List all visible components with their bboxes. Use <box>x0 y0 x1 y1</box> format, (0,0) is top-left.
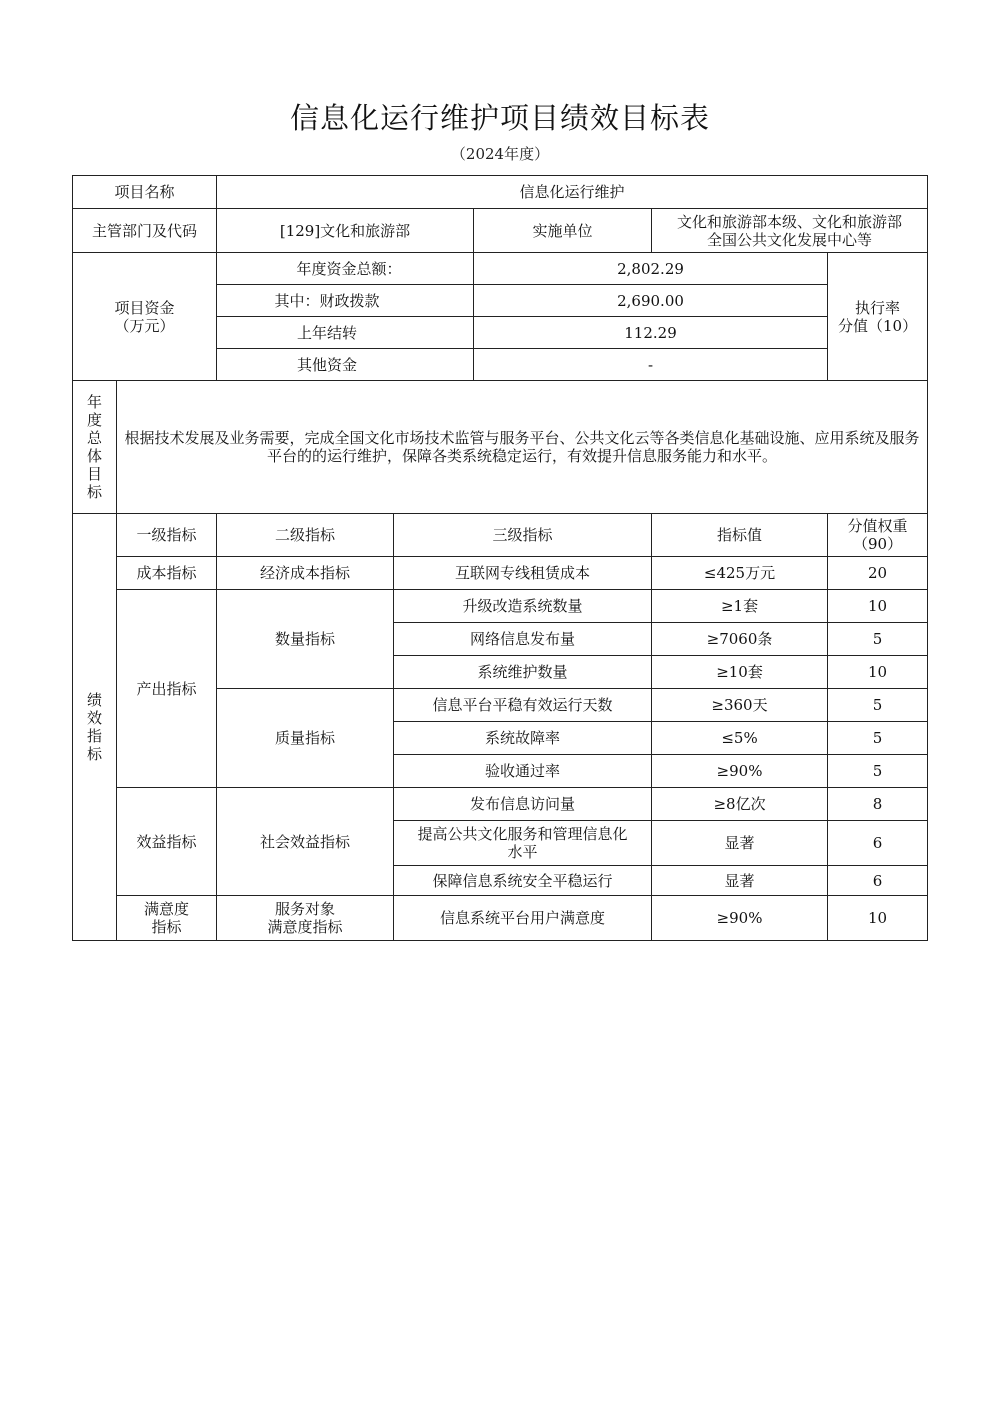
funds-carryover-value: 112.29 <box>474 317 828 349</box>
row-annual-goal <box>73 381 928 514</box>
header-weight-line1: 分值权重 <box>847 517 908 535</box>
indicator-weight: 10 <box>828 896 928 941</box>
benefit-level2: 社会效益指标 <box>217 788 394 896</box>
funds-fiscal-value: 2,690.00 <box>474 285 828 317</box>
indicator-name: 网络信息发布量 <box>394 623 652 656</box>
funds-total-label: 年度资金总额： <box>217 253 474 285</box>
performance-target-table <box>72 175 928 941</box>
indicator-value: ≥10套 <box>652 656 828 689</box>
satisfaction-level2 <box>217 896 394 941</box>
dept-label: 主管部门及代码 <box>73 209 217 253</box>
output-level1: 产出指标 <box>117 590 217 788</box>
indicator-weight: 20 <box>828 557 928 590</box>
goal-label-char: 年 <box>86 393 102 411</box>
header-weight-line2: （90） <box>852 535 903 553</box>
exec-rate <box>828 253 928 381</box>
goal-label-char: 度 <box>86 411 102 429</box>
indicator-value: ≤5% <box>652 722 828 755</box>
header-level3: 三级指标 <box>394 514 652 557</box>
indicator-weight: 5 <box>828 722 928 755</box>
goal-label-char: 总 <box>86 429 102 447</box>
indicator-name-line1: 提高公共文化服务和管理信息化 <box>417 825 628 843</box>
benefit-level1: 效益指标 <box>117 788 217 896</box>
indicator-weight: 8 <box>828 788 928 821</box>
indicator-weight: 5 <box>828 623 928 656</box>
indicator-name: 保障信息系统安全平稳运行 <box>394 866 652 896</box>
header-level2: 二级指标 <box>217 514 394 557</box>
row-funds-total <box>73 253 928 285</box>
funds-fiscal-label: 其中：财政拨款 <box>217 285 474 317</box>
indicator-value: ≥90% <box>652 755 828 788</box>
funds-total-value: 2,802.29 <box>474 253 828 285</box>
cost-level2: 经济成本指标 <box>217 557 394 590</box>
indicators-label-char: 标 <box>86 745 102 763</box>
table-row <box>73 590 928 623</box>
quality-level2: 质量指标 <box>217 689 394 788</box>
row-department <box>73 209 928 253</box>
row-project-name <box>73 176 928 209</box>
indicator-name: 互联网专线租赁成本 <box>394 557 652 590</box>
indicator-name: 信息平台平稳有效运行天数 <box>394 689 652 722</box>
page-title: 信息化运行维护项目绩效目标表 <box>289 101 710 135</box>
funds-other-label: 其他资金 <box>217 349 474 381</box>
indicator-value: ≥7060条 <box>652 623 828 656</box>
indicators-label-char: 绩 <box>86 691 102 709</box>
satisfaction-level1-line1: 满意度 <box>144 900 190 918</box>
exec-rate-line1: 执行率 <box>855 298 901 317</box>
table-row <box>73 896 928 941</box>
indicator-value: ≥8亿次 <box>652 788 828 821</box>
header-value: 指标值 <box>652 514 828 557</box>
goal-label-char: 体 <box>86 447 102 465</box>
funds-carryover-label: 上年结转 <box>217 317 474 349</box>
impl-label: 实施单位 <box>474 209 652 253</box>
satisfaction-level1-line2: 指标 <box>151 918 182 936</box>
goal-label-char: 标 <box>86 483 102 501</box>
impl-value-line2: 全国公共文化发展中心等 <box>707 230 873 249</box>
indicator-weight: 6 <box>828 866 928 896</box>
indicator-value: 显著 <box>652 866 828 896</box>
project-name-value: 信息化运行维护 <box>217 176 928 209</box>
goal-label-char: 目 <box>86 465 102 483</box>
indicator-weight: 5 <box>828 689 928 722</box>
dept-value: [129]文化和旅游部 <box>217 209 474 253</box>
page-year: （2024年度） <box>450 145 550 163</box>
table-row <box>73 788 928 821</box>
table-row <box>73 557 928 590</box>
satisfaction-level1 <box>117 896 217 941</box>
quantity-level2: 数量指标 <box>217 590 394 689</box>
indicator-weight: 10 <box>828 656 928 689</box>
funds-label-line1: 项目资金 <box>114 298 175 317</box>
indicator-value: 显著 <box>652 821 828 866</box>
funds-label <box>73 253 217 381</box>
indicator-weight: 10 <box>828 590 928 623</box>
impl-value-line1: 文化和旅游部本级、文化和旅游部 <box>677 212 903 231</box>
indicator-name: 升级改造系统数量 <box>394 590 652 623</box>
cost-level1: 成本指标 <box>117 557 217 590</box>
indicator-name: 验收通过率 <box>394 755 652 788</box>
exec-rate-line2: 分值（10） <box>837 316 918 335</box>
indicator-value: ≥360天 <box>652 689 828 722</box>
indicator-value: ≥90% <box>652 896 828 941</box>
header-level1: 一级指标 <box>117 514 217 557</box>
indicator-weight: 6 <box>828 821 928 866</box>
funds-other-value: - <box>474 349 828 381</box>
row-indicator-header <box>73 514 928 557</box>
indicator-value: ≤425万元 <box>652 557 828 590</box>
satisfaction-level2-line1: 服务对象 <box>275 900 336 918</box>
indicator-name: 信息系统平台用户满意度 <box>394 896 652 941</box>
indicator-weight: 5 <box>828 755 928 788</box>
indicator-name: 系统维护数量 <box>394 656 652 689</box>
indicator-name <box>394 821 652 866</box>
indicator-name: 发布信息访问量 <box>394 788 652 821</box>
goal-label <box>73 381 117 514</box>
project-name-label: 项目名称 <box>73 176 217 209</box>
impl-value <box>652 209 928 253</box>
goal-text: 根据技术发展及业务需要，完成全国文化市场技术监管与服务平台、公共文化云等各类信息化基础设施、应用系统及服务平台的的运行维护，保障各类系统稳定运行，有效提升信息服务能力和水平。 <box>117 381 928 514</box>
indicators-label-char: 指 <box>86 727 102 745</box>
header-weight <box>828 514 928 557</box>
indicator-name-line2: 水平 <box>507 843 538 861</box>
indicators-label-char: 效 <box>86 709 102 727</box>
satisfaction-level2-line2: 满意度指标 <box>267 918 343 936</box>
indicator-name: 系统故障率 <box>394 722 652 755</box>
funds-label-line2: （万元） <box>114 316 175 335</box>
indicators-label <box>73 514 117 941</box>
indicator-value: ≥1套 <box>652 590 828 623</box>
